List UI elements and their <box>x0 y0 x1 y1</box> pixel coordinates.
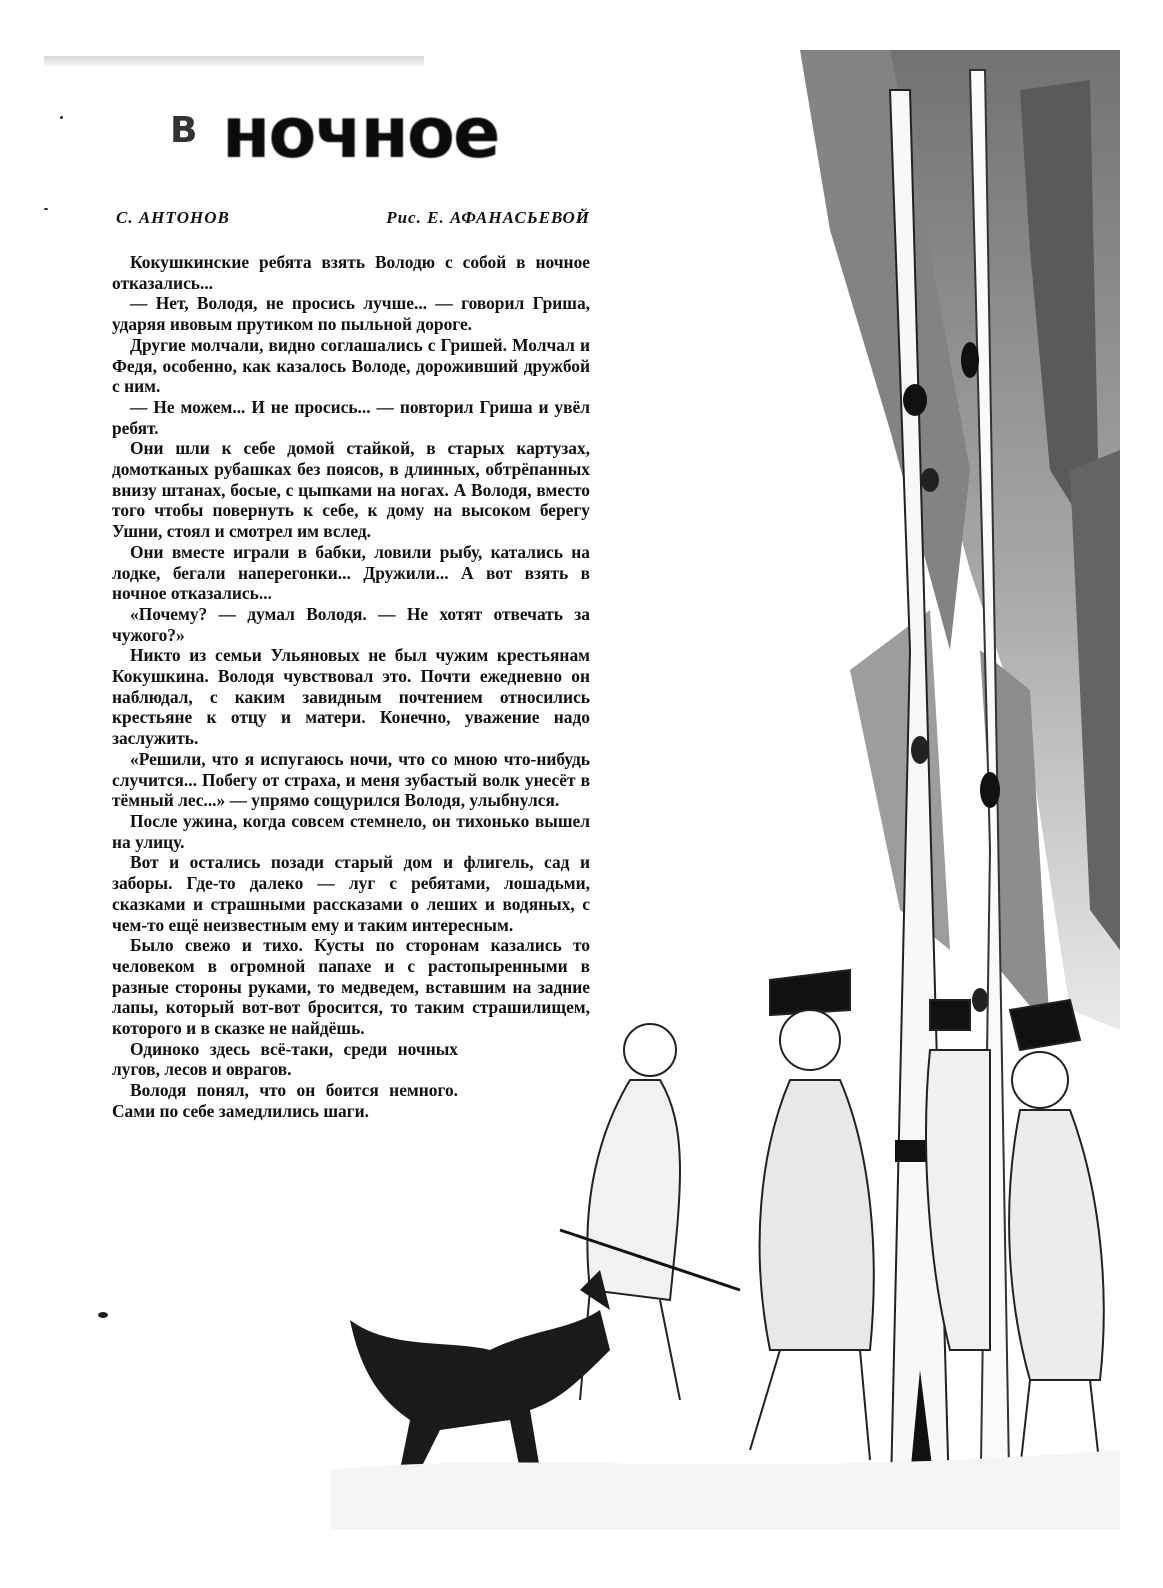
paragraph: Одиноко здесь всё-таки, среди ночных лугов, лесов и оврагов. <box>112 1038 458 1080</box>
print-speck <box>60 116 63 119</box>
paragraph: После ужина, когда совсем стемнело, он тихонько вышел на улицу. <box>112 810 590 852</box>
children-walking <box>560 970 1104 1470</box>
illustrator-credit: Рис. Е. АФАНАСЬЕВОЙ <box>386 208 590 227</box>
night-sky-wash <box>800 50 1120 1030</box>
paragraph: Было свежо и тихо. Кусты по сторонам казались то человеком в огромной папахе и с растопыренными в разные стороны руками, то медведем, вставшим на задние лапы, который вот-вот бросится, то таким страшилищем, которого и в сказке не найдёшь. <box>112 935 590 1039</box>
title-preposition: В <box>170 110 198 151</box>
paragraph: Они вместе играли в бабки, ловили рыбу, катались на лодке, бегали наперегонки... Дружили... А вот взять в ночное отказались... <box>112 541 590 604</box>
paragraph: Никто из семьи Ульяновых не был чужим крестьянам Кокушкина. Володя чувствовал это. Почти ежедневно он наблюдал, с каким завидным почтением относились крестьяне к отцу и матери. Конечно, уважение надо заслужить. <box>112 645 590 749</box>
print-speck <box>98 1312 108 1318</box>
ground <box>330 1450 1120 1530</box>
paragraph: Другие молчали, видно соглашались с Гришей. Молчал и Федя, особенно, как казалось Володе, дороживший дружбой с ним. <box>112 334 590 397</box>
paragraph: — Не можем... И не просись... — повторил Гриша и увёл ребят. <box>112 396 590 438</box>
title-word: ночное <box>222 92 499 174</box>
paragraph: «Решили, что я испугаюсь ночи, что со мною что-нибудь случится... Побегу от страха, и меня зубастый волк унесёт в тёмный лес...» — упрямо сощурился Володя, улыбнулся. <box>112 748 590 811</box>
paragraph: Кокушкинские ребята взять Володю с собой в ночное отказались... <box>112 252 590 293</box>
author-name: С. АНТОНОВ <box>116 208 230 227</box>
birch-children-illustration <box>330 50 1120 1530</box>
paragraph: «Почему? — думал Володя. — Не хотят отвечать за чужого?» <box>112 603 590 645</box>
paragraph: Они шли к себе домой стайкой, в старых картузах, домотканых рубашках без поясов, в длинных, обтрёпанных внизу штанах, босые, с цыпками на ногах. А Володя, вместо того чтобы повернуть к себе, к дому на высоком берегу Ушни, стоял и смотрел им вслед. <box>112 438 590 542</box>
paragraph: — Нет, Володя, не просись лучше... — говорил Гриша, ударяя ивовым прутиком по пыльной дороге. <box>112 293 590 335</box>
print-speck <box>44 208 48 210</box>
dog-figure <box>350 1270 610 1470</box>
paragraph: Вот и остались позади старый дом и флигель, сад и заборы. Где-то далеко — луг с ребятами, лошадьми, сказками и страшными рассказами о леших и водяных, с чем-то ещё неизвестным ему и таким интересным. <box>112 852 590 935</box>
paragraph: Володя понял, что он боится немного. Сами по себе замедлились шаги. <box>112 1080 458 1121</box>
